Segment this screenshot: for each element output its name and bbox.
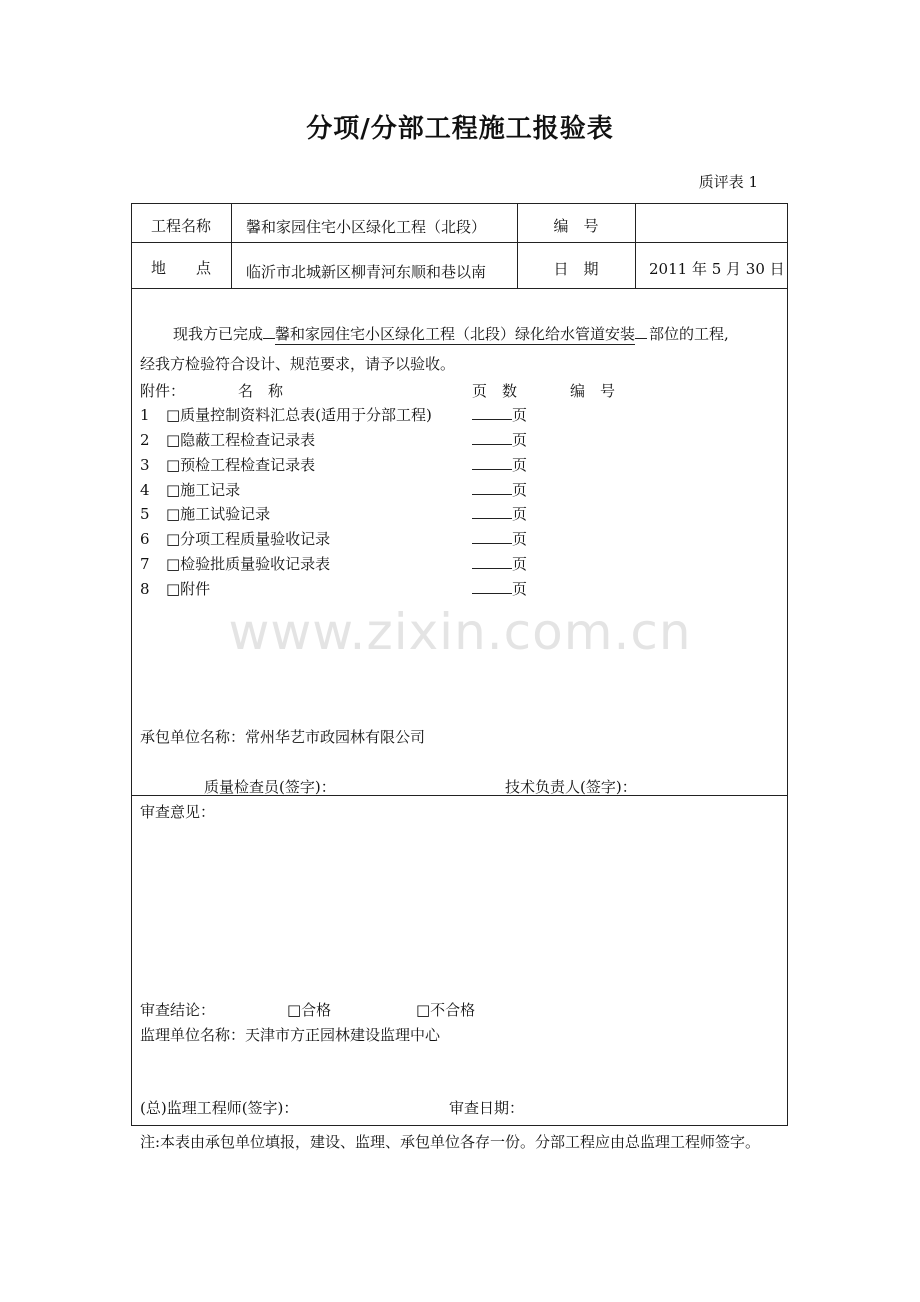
declaration-suffix: 部位的工程, [649, 325, 729, 343]
attachments-col-name: 名 称 [238, 382, 284, 400]
watermark: www.zixin.com.cn [228, 603, 692, 661]
declaration-prefix: 现我方已完成 [173, 325, 264, 343]
date-label: 日 期 [553, 260, 599, 278]
page-count-field[interactable] [472, 503, 527, 524]
page-unit: 页 [512, 431, 528, 449]
page-count-field[interactable] [472, 553, 527, 574]
page-unit: 页 [512, 580, 528, 598]
item-number: 5 [140, 505, 150, 523]
page-unit: 页 [512, 505, 528, 523]
item-name: □质量控制资料汇总表(适用于分部工程) [166, 406, 432, 424]
review-conclusion-label: 审查结论： [140, 1001, 216, 1019]
col-divider [231, 204, 232, 288]
number-label: 编 号 [553, 217, 599, 235]
supervisor-unit: 监理单位名称：天津市方正园林建设监理中心 [140, 1026, 441, 1044]
project-name-label: 工程名称 [150, 217, 211, 235]
underline-pad [263, 323, 275, 339]
item-name: □隐蔽工程检查记录表 [166, 431, 316, 449]
form-number: 质评表 1 [698, 173, 758, 191]
page-count-field[interactable] [472, 454, 527, 475]
quality-inspector-signature[interactable]: 质量检查员(签字)： [204, 778, 336, 796]
col-divider [635, 204, 636, 288]
attachment-item [140, 553, 330, 574]
item-number: 8 [140, 580, 150, 598]
attachment-item [140, 454, 315, 475]
declaration-line-2: 经我方检验符合设计、规范要求，请予以验收。 [140, 355, 456, 373]
attachments-col-number: 编 号 [570, 382, 616, 400]
item-name: □分项工程质量验收记录 [166, 530, 331, 548]
completed-work: 馨和家园住宅小区绿化工程（北段）绿化给水管道安装 [275, 325, 636, 343]
item-number: 4 [140, 481, 150, 499]
fail-checkbox[interactable]: □不合格 [416, 1001, 476, 1019]
page-count-field[interactable] [472, 528, 527, 549]
page-unit: 页 [512, 456, 528, 474]
footnote: 注:本表由承包单位填报，建设、监理、承包单位各存一份。分部工程应由总监理工程师签字。 [140, 1133, 761, 1151]
item-number: 3 [140, 456, 150, 474]
item-name: □预检工程检查记录表 [166, 456, 316, 474]
review-date-field[interactable]: 审查日期： [449, 1099, 525, 1117]
item-name: □检验批质量验收记录表 [166, 555, 331, 573]
page-unit: 页 [512, 406, 528, 424]
item-number: 7 [140, 555, 150, 573]
item-number: 6 [140, 530, 150, 548]
attachments-col-pages: 页 数 [472, 382, 518, 400]
supervising-engineer-signature[interactable]: (总)监理工程师(签字)： [140, 1099, 299, 1117]
item-number: 1 [140, 406, 150, 424]
attachment-item [140, 578, 210, 599]
attachment-item [140, 503, 270, 524]
page-unit: 页 [512, 530, 528, 548]
location-value: 临沂市北城新区柳青河东顺和巷以南 [246, 263, 487, 281]
item-name: □施工试验记录 [166, 505, 271, 523]
page-unit: 页 [512, 555, 528, 573]
attachment-item [140, 429, 315, 450]
date-value: 2011 年 5 月 30 日 [649, 260, 785, 278]
item-name: □附件 [166, 580, 211, 598]
item-name: □施工记录 [166, 481, 241, 499]
attachment-item [140, 479, 240, 500]
review-opinion-label: 审查意见： [140, 803, 216, 821]
page-count-field[interactable] [472, 429, 527, 450]
page-count-field[interactable] [472, 578, 527, 599]
technical-lead-signature[interactable]: 技术负责人(签字)： [505, 778, 637, 796]
location-label: 地 点 [150, 259, 211, 277]
item-number: 2 [140, 431, 150, 449]
page-title: 分项/分部工程施工报验表 [306, 114, 614, 144]
page-unit: 页 [512, 481, 528, 499]
declaration-line-1 [173, 323, 729, 345]
row-divider [132, 288, 787, 289]
page-count-field[interactable] [472, 479, 527, 500]
underline-pad [635, 323, 647, 339]
attachment-item [140, 404, 432, 425]
attachment-item [140, 528, 330, 549]
contractor-name: 承包单位名称：常州华艺市政园林有限公司 [140, 728, 426, 746]
page-count-field[interactable] [472, 404, 527, 425]
attachments-label: 附件： [140, 382, 186, 400]
pass-checkbox[interactable]: □合格 [287, 1001, 332, 1019]
project-name-value: 馨和家园住宅小区绿化工程（北段） [246, 218, 487, 236]
